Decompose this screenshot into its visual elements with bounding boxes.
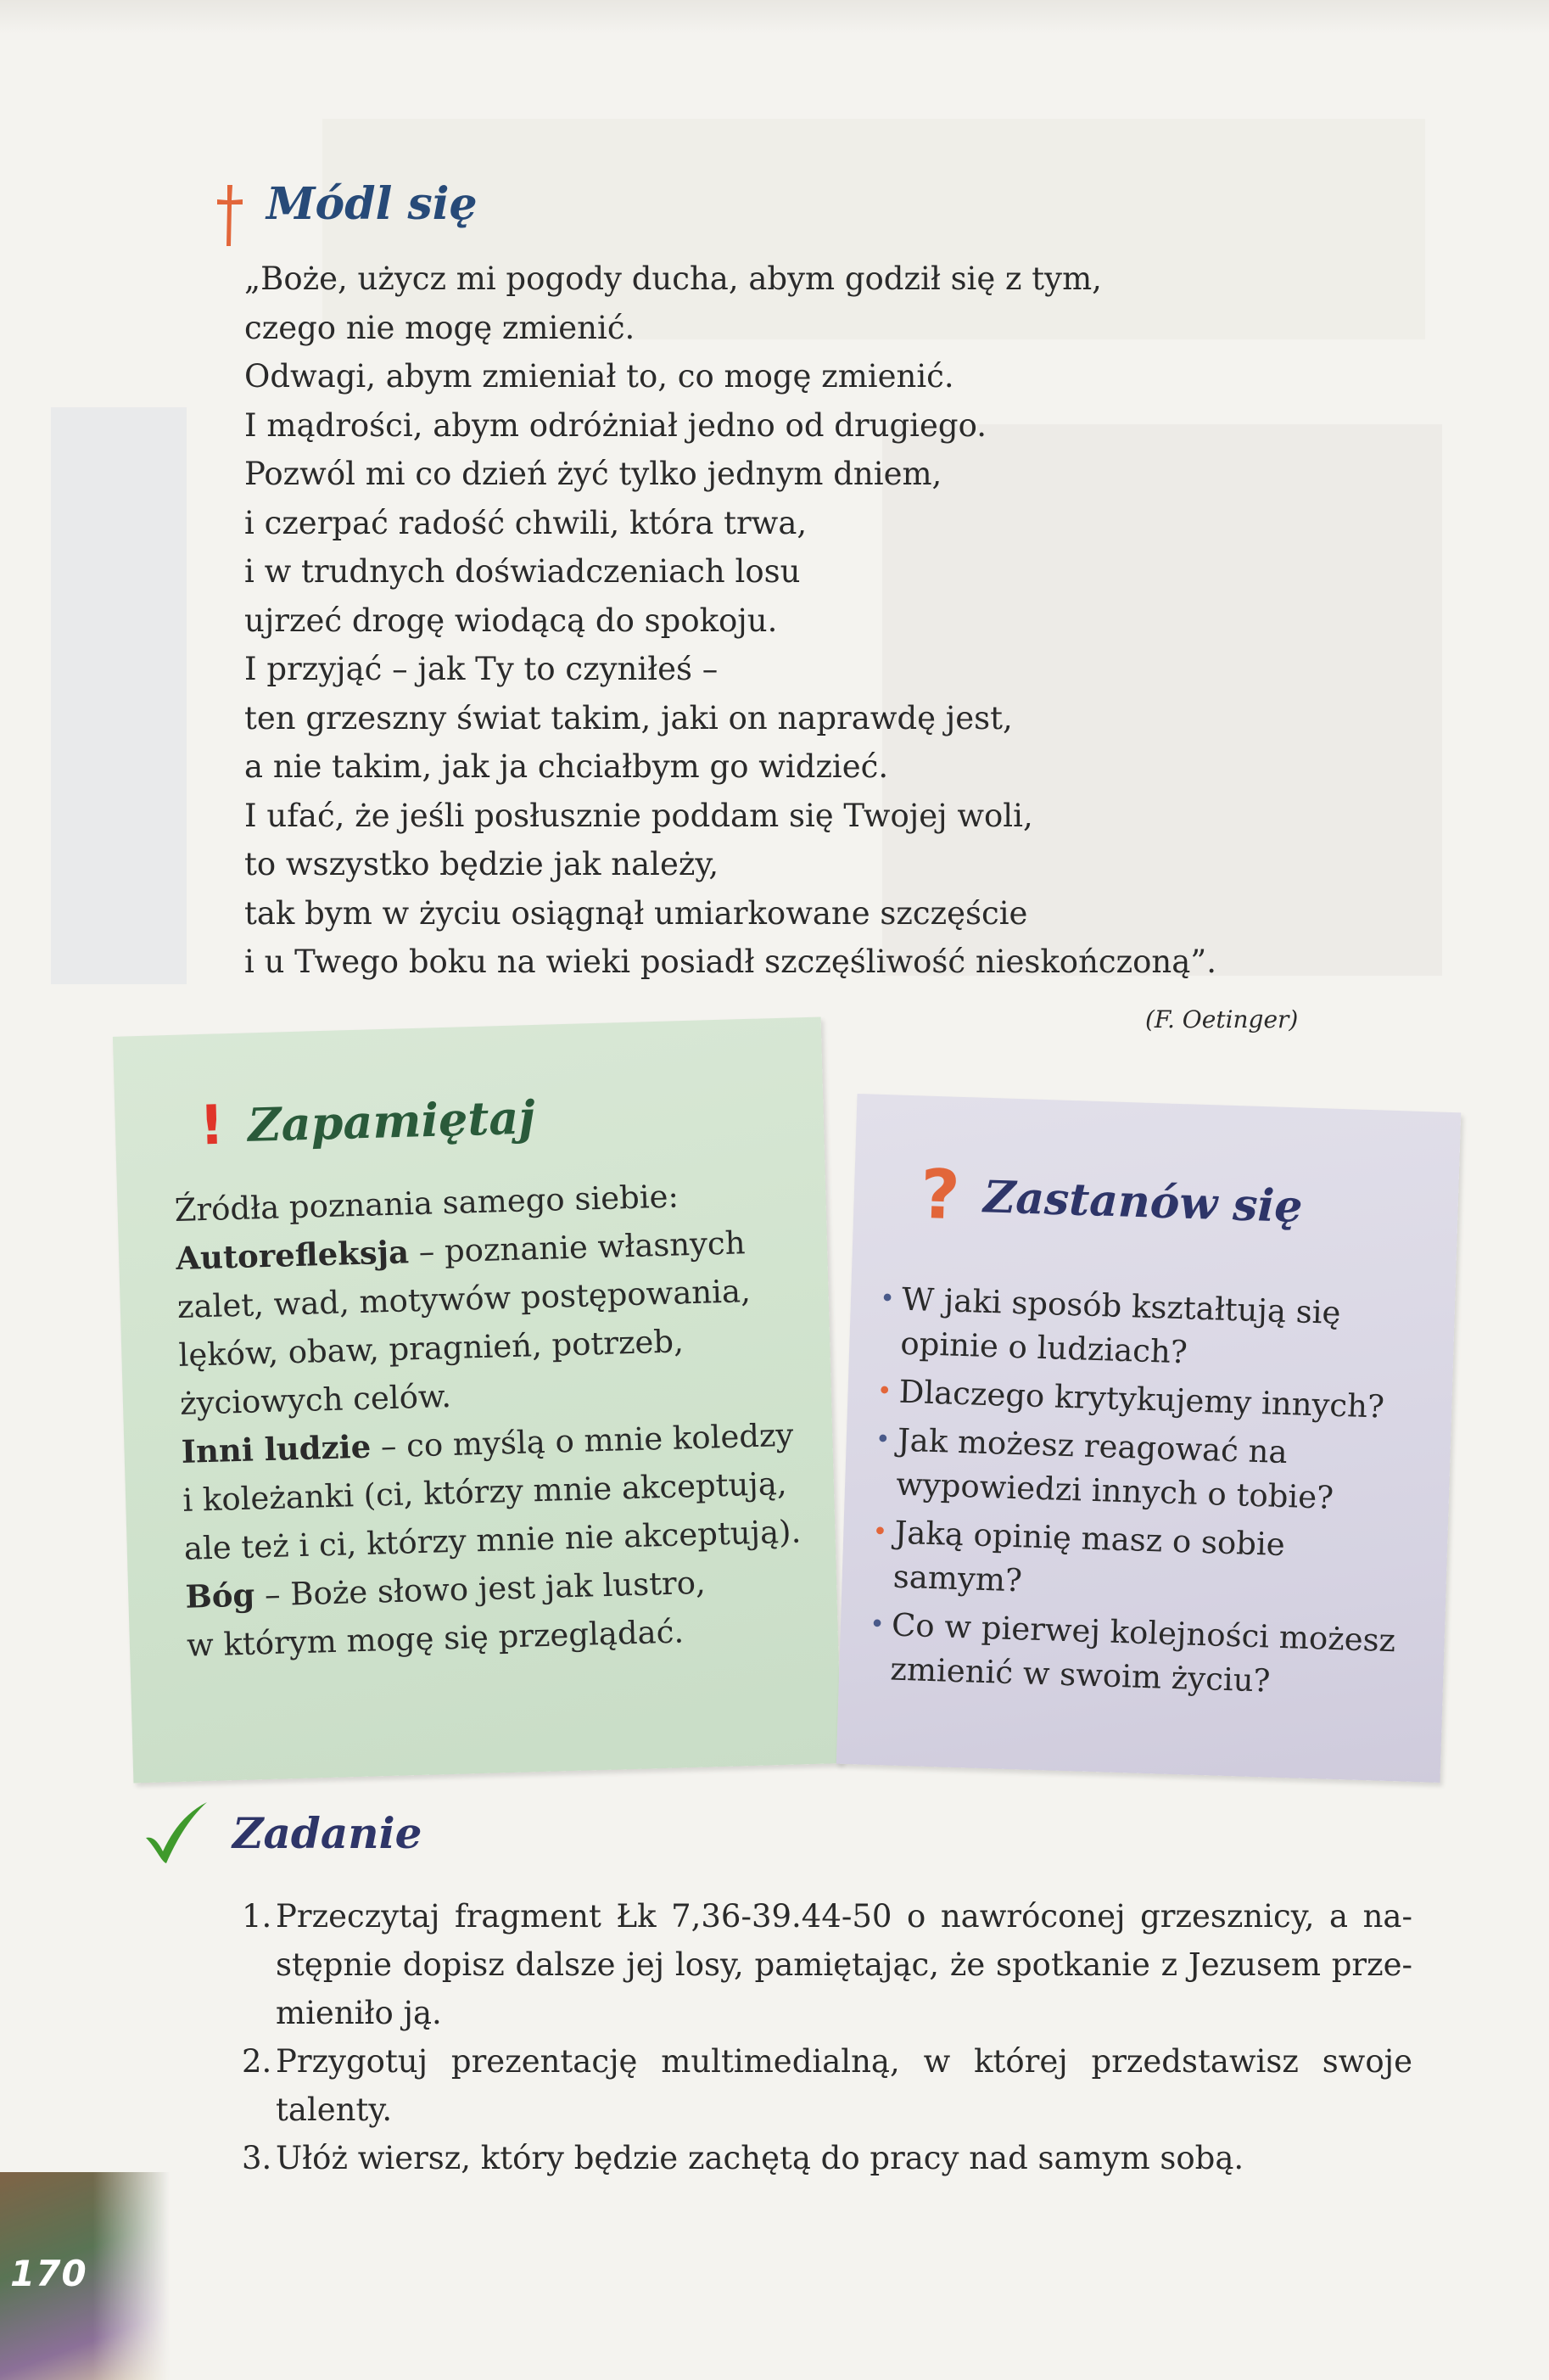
question-line: W jaki sposób kształtują się xyxy=(901,1280,1342,1331)
prayer-line: a nie takim, jak ja chciałbym go widzieć. xyxy=(244,748,889,785)
question-line: Dlaczego krytykujemy innych? xyxy=(898,1373,1385,1425)
bullet-icon: • xyxy=(872,1516,888,1548)
list-item xyxy=(880,1277,1459,1383)
think-title: Zastanów się xyxy=(982,1170,1304,1233)
prayer-line: Odwagi, abym zmieniał to, co mogę zmienić. xyxy=(244,358,954,395)
think-questions xyxy=(870,1277,1459,1713)
question-line: opinie o ludziach? xyxy=(899,1324,1188,1371)
remember-line: ale też i ci, którzy mnie nie akceptują). xyxy=(183,1513,802,1567)
task-line: Przeczytaj fragment Łk 7,36-39.44-50 o nawróconej grzesznicy, a na- xyxy=(276,1898,1412,1935)
background-faded-strip xyxy=(51,407,187,984)
prayer-text xyxy=(244,255,1305,987)
remember-definition: – poznanie własnych xyxy=(408,1224,747,1271)
question-line: Jak możesz reagować na xyxy=(897,1421,1289,1471)
remember-definition: – Boże słowo jest jak lustro, xyxy=(254,1564,707,1614)
remember-line: życiowych celów. xyxy=(179,1377,452,1422)
question-line: Jaką opinię masz o sobie xyxy=(893,1514,1286,1564)
cross-icon xyxy=(212,182,248,249)
prayer-line: i u Twego boku na wieki posiadł szczęśliwość nieskończoną”. xyxy=(244,944,1216,980)
remember-title: Zapamiętaj xyxy=(247,1089,536,1152)
page-number: 170 xyxy=(10,2253,87,2294)
question-line: zmienić w swoim życiu? xyxy=(889,1650,1272,1700)
bullet-icon: • xyxy=(869,1609,886,1640)
remember-line: w którym mogę się przeglądać. xyxy=(186,1613,685,1664)
prayer-line: czego nie mogę zmienić. xyxy=(244,309,635,346)
remember-text xyxy=(174,1168,849,1670)
prayer-line: I ufać, że jeśli posłusznie poddam się Twojej woli, xyxy=(244,797,1033,834)
task-line: talenty. xyxy=(276,2092,393,2128)
bullet-icon: • xyxy=(876,1375,893,1407)
list-item xyxy=(242,2037,1412,2134)
prayer-author: (F. Oetinger) xyxy=(1145,1005,1299,1033)
task-line: mieniło ją. xyxy=(276,1995,442,2031)
prayer-line: I mądrości, abym odróżniał jedno od drugiego. xyxy=(244,406,987,444)
question-mark-icon: ? xyxy=(919,1154,961,1235)
remember-line: zalet, wad, motywów postępowania, xyxy=(176,1273,752,1325)
list-item xyxy=(875,1418,1455,1524)
task-number: 1. xyxy=(242,1898,272,1935)
remember-term: Bóg xyxy=(184,1576,255,1616)
remember-definition: – co myślą o mnie koledzy xyxy=(370,1416,794,1465)
bullet-icon: • xyxy=(875,1424,892,1455)
prayer-line: i czerpać radość chwili, która trwa, xyxy=(244,504,808,541)
checkmark-icon xyxy=(143,1799,210,1867)
remember-intro: Źródła poznania samego siebie: xyxy=(174,1178,679,1229)
prayer-line: to wszystko będzie jak należy, xyxy=(244,846,719,882)
bullet-icon: • xyxy=(879,1283,896,1314)
list-item xyxy=(870,1603,1449,1709)
list-item xyxy=(872,1510,1451,1616)
task-list xyxy=(242,1892,1412,2182)
prayer-heading xyxy=(212,170,478,238)
remember-line: i koleżanki (ci, którzy mnie akceptują, xyxy=(182,1464,788,1519)
exclamation-icon: ! xyxy=(199,1094,226,1158)
remember-term: Inni ludzie xyxy=(181,1427,372,1470)
prayer-line: I przyjąć – jak Ty to czyniłeś – xyxy=(244,651,719,687)
prayer-line: Pozwól mi co dzień żyć tylko jednym dniem, xyxy=(244,456,942,492)
prayer-line: „Boże, użycz mi pogody ducha, abym godził się z tym, xyxy=(244,260,1102,297)
task-title: Zadanie xyxy=(232,1807,422,1858)
prayer-line: ten grzeszny świat takim, jaki on naprawdę jest, xyxy=(244,699,1013,736)
task-heading xyxy=(143,1799,422,1867)
task-line: stępnie dopisz dalsze jej losy, pamiętając, że spotkanie z Jezusem prze- xyxy=(276,1946,1412,1983)
prayer-line: i w trudnych doświadczeniach losu xyxy=(244,553,801,590)
list-item xyxy=(242,2134,1412,2182)
question-line: wypowiedzi innych o tobie? xyxy=(895,1465,1334,1516)
remember-term: Autorefleksja xyxy=(175,1233,410,1277)
prayer-line: ujrzeć drogę wiodącą do spokoju. xyxy=(244,602,778,639)
prayer-line: tak bym w życiu osiągnął umiarkowane szczęście xyxy=(244,894,1028,932)
list-item xyxy=(242,1892,1412,2037)
question-line: Co w pierwej kolejności możesz xyxy=(891,1606,1396,1660)
task-line: Przygotuj prezentację multimedialną, w której przedstawisz swoje xyxy=(276,2043,1412,2080)
remember-heading xyxy=(199,1089,536,1158)
task-line: Ułóż wiersz, który będzie zachętą do pracy nad samym sobą. xyxy=(276,2140,1244,2176)
remember-line: lęków, obaw, pragnień, potrzeb, xyxy=(177,1323,685,1374)
task-number: 3. xyxy=(242,2140,272,2176)
question-line: samym? xyxy=(892,1558,1023,1599)
think-heading xyxy=(919,1154,1304,1240)
prayer-title: Módl się xyxy=(266,177,478,230)
task-number: 2. xyxy=(242,2043,272,2080)
